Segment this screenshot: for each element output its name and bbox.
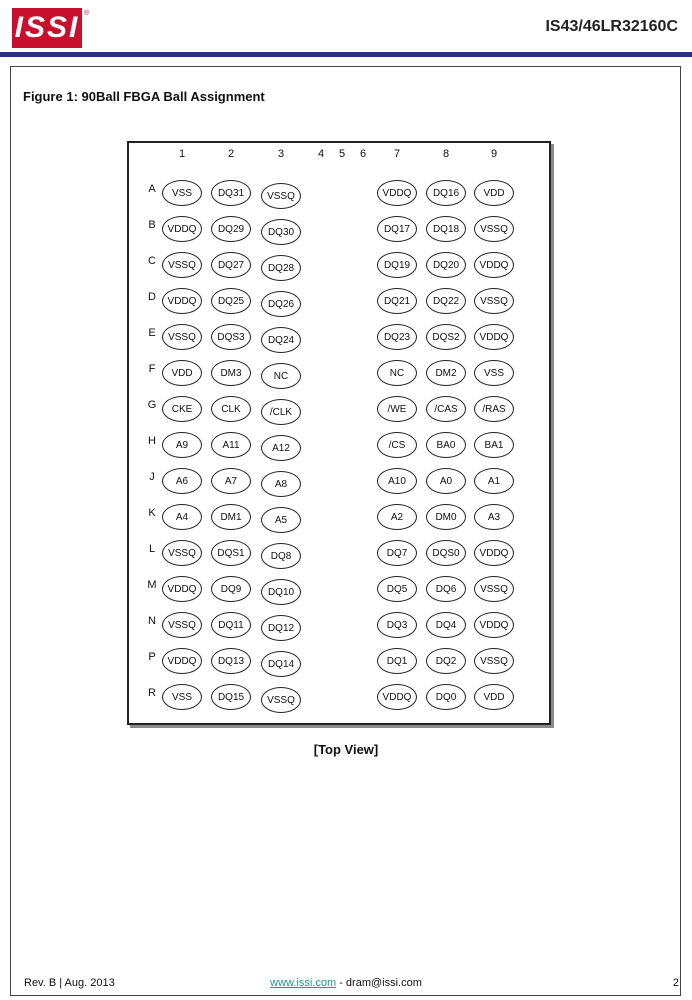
ball-assignment-diagram	[127, 141, 551, 725]
ball-H2: A11	[211, 432, 251, 458]
ball-R1: VSS	[162, 684, 202, 710]
ball-P7: DQ1	[377, 648, 417, 674]
ball-G7: /WE	[377, 396, 417, 422]
ball-F8: DM2	[426, 360, 466, 386]
figure-title: Figure 1: 90Ball FBGA Ball Assignment	[23, 89, 265, 104]
row-letter: E	[148, 327, 156, 339]
ball-J7: A10	[377, 468, 417, 494]
ball-G3: /CLK	[261, 399, 301, 425]
ball-M8: DQ6	[426, 576, 466, 602]
ball-G2: CLK	[211, 396, 251, 422]
ball-H8: BA0	[426, 432, 466, 458]
ball-B8: DQ18	[426, 216, 466, 242]
ball-J8: A0	[426, 468, 466, 494]
website-link[interactable]: www.issi.com	[270, 977, 337, 989]
row-letter: C	[148, 255, 156, 267]
ball-R3: VSSQ	[261, 687, 301, 713]
ball-D7: DQ21	[377, 288, 417, 314]
column-number: 7	[393, 148, 401, 160]
ball-F2: DM3	[211, 360, 251, 386]
ball-R9: VDD	[474, 684, 514, 710]
ball-B7: DQ17	[377, 216, 417, 242]
ball-E9: VDDQ	[474, 324, 514, 350]
ball-D1: VDDQ	[162, 288, 202, 314]
ball-J1: A6	[162, 468, 202, 494]
figure-caption: [Top View]	[313, 742, 379, 757]
ball-M7: DQ5	[377, 576, 417, 602]
ball-N8: DQ4	[426, 612, 466, 638]
ball-N3: DQ12	[261, 615, 301, 641]
column-number: 3	[277, 148, 285, 160]
footer-contact	[0, 977, 692, 989]
ball-H3: A12	[261, 435, 301, 461]
ball-C7: DQ19	[377, 252, 417, 278]
ball-P1: VDDQ	[162, 648, 202, 674]
ball-L2: DQS1	[211, 540, 251, 566]
ball-M1: VDDQ	[162, 576, 202, 602]
column-number: 4	[317, 148, 325, 160]
column-number: 8	[442, 148, 450, 160]
issi-logo: ISSI	[12, 8, 82, 48]
column-number: 6	[359, 148, 367, 160]
ball-G9: /RAS	[474, 396, 514, 422]
ball-K9: A3	[474, 504, 514, 530]
ball-K2: DM1	[211, 504, 251, 530]
column-number: 2	[227, 148, 235, 160]
ball-K8: DM0	[426, 504, 466, 530]
column-number: 5	[338, 148, 346, 160]
ball-E8: DQS2	[426, 324, 466, 350]
ball-B2: DQ29	[211, 216, 251, 242]
ball-M2: DQ9	[211, 576, 251, 602]
row-letter: F	[148, 363, 156, 375]
ball-N7: DQ3	[377, 612, 417, 638]
ball-P2: DQ13	[211, 648, 251, 674]
row-letter: B	[148, 219, 156, 231]
ball-B3: DQ30	[261, 219, 301, 245]
ball-M3: DQ10	[261, 579, 301, 605]
ball-F7: NC	[377, 360, 417, 386]
ball-C1: VSSQ	[162, 252, 202, 278]
ball-A8: DQ16	[426, 180, 466, 206]
ball-F9: VSS	[474, 360, 514, 386]
ball-A9: VDD	[474, 180, 514, 206]
ball-A7: VDDQ	[377, 180, 417, 206]
ball-L8: DQS0	[426, 540, 466, 566]
ball-R8: DQ0	[426, 684, 466, 710]
ball-J9: A1	[474, 468, 514, 494]
ball-N9: VDDQ	[474, 612, 514, 638]
ball-M9: VSSQ	[474, 576, 514, 602]
row-letter: J	[149, 471, 155, 483]
ball-K3: A5	[261, 507, 301, 533]
ball-R7: VDDQ	[377, 684, 417, 710]
ball-C3: DQ28	[261, 255, 301, 281]
ball-E7: DQ23	[377, 324, 417, 350]
ball-B9: VSSQ	[474, 216, 514, 242]
footer-revision: Rev. B | Aug. 2013	[24, 977, 115, 989]
ball-D3: DQ26	[261, 291, 301, 317]
ball-L3: DQ8	[261, 543, 301, 569]
ball-N2: DQ11	[211, 612, 251, 638]
ball-R2: DQ15	[211, 684, 251, 710]
ball-K1: A4	[162, 504, 202, 530]
ball-C9: VDDQ	[474, 252, 514, 278]
ball-H1: A9	[162, 432, 202, 458]
ball-A1: VSS	[162, 180, 202, 206]
row-letter: M	[147, 579, 157, 591]
ball-G1: CKE	[162, 396, 202, 422]
ball-G8: /CAS	[426, 396, 466, 422]
ball-A2: DQ31	[211, 180, 251, 206]
column-number: 9	[490, 148, 498, 160]
row-letter: K	[148, 507, 156, 519]
header-rule	[0, 52, 692, 57]
ball-L9: VDDQ	[474, 540, 514, 566]
ball-F3: NC	[261, 363, 301, 389]
ball-E3: DQ24	[261, 327, 301, 353]
ball-L1: VSSQ	[162, 540, 202, 566]
row-letter: A	[148, 183, 156, 195]
row-letter: G	[147, 399, 157, 411]
ball-D9: VSSQ	[474, 288, 514, 314]
part-number: IS43/46LR32160C	[545, 18, 678, 35]
ball-D8: DQ22	[426, 288, 466, 314]
row-letter: D	[148, 291, 156, 303]
row-letter: L	[148, 543, 156, 555]
row-letter: H	[148, 435, 156, 447]
ball-F1: VDD	[162, 360, 202, 386]
ball-C2: DQ27	[211, 252, 251, 278]
footer-separator: -	[336, 977, 346, 989]
ball-E1: VSSQ	[162, 324, 202, 350]
registered-mark: ®	[84, 10, 90, 17]
ball-P9: VSSQ	[474, 648, 514, 674]
email-text: dram@issi.com	[345, 977, 422, 989]
column-number: 1	[178, 148, 186, 160]
ball-P3: DQ14	[261, 651, 301, 677]
ball-H7: /CS	[377, 432, 417, 458]
row-letter: P	[148, 651, 156, 663]
ball-L7: DQ7	[377, 540, 417, 566]
ball-H9: BA1	[474, 432, 514, 458]
row-letter: R	[148, 687, 156, 699]
ball-E2: DQS3	[211, 324, 251, 350]
ball-P8: DQ2	[426, 648, 466, 674]
ball-J2: A7	[211, 468, 251, 494]
ball-D2: DQ25	[211, 288, 251, 314]
ball-N1: VSSQ	[162, 612, 202, 638]
page-number: 2	[672, 977, 679, 989]
ball-B1: VDDQ	[162, 216, 202, 242]
ball-C8: DQ20	[426, 252, 466, 278]
ball-A3: VSSQ	[261, 183, 301, 209]
ball-K7: A2	[377, 504, 417, 530]
row-letter: N	[148, 615, 156, 627]
ball-J3: A8	[261, 471, 301, 497]
